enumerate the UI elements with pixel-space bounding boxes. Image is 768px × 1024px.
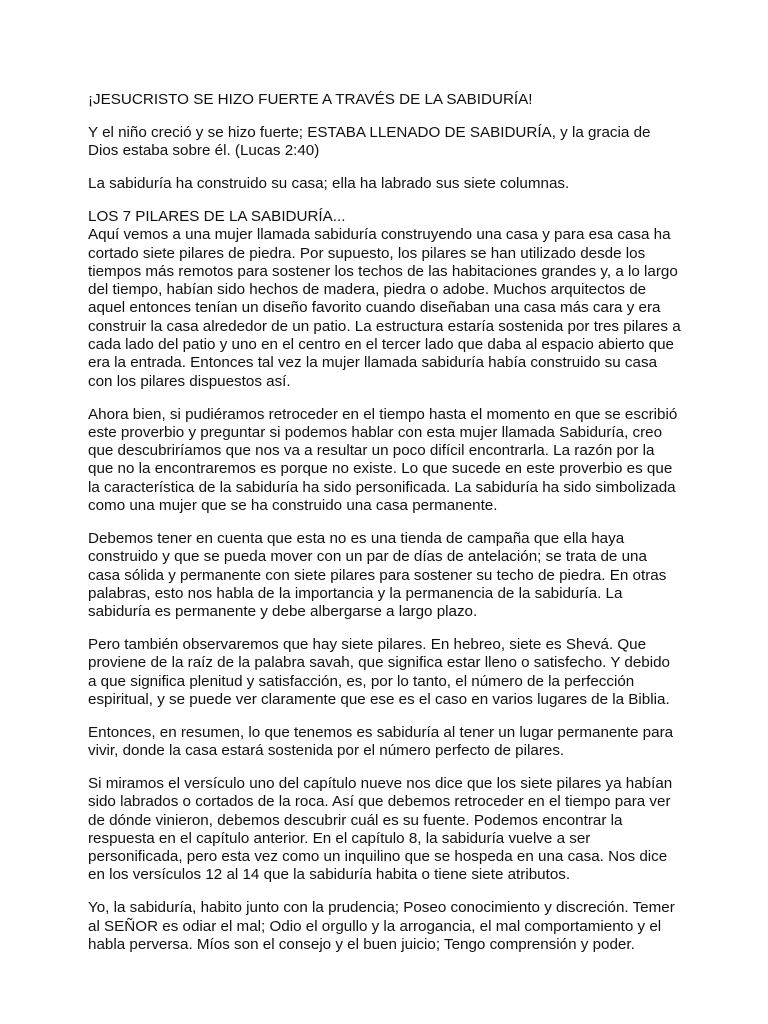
- text-line: Dios estaba sobre él. (Lucas 2:40): [88, 142, 320, 160]
- text-line: construido y que se pueda mover con un par de días de antelación; se trata de una: [88, 548, 647, 566]
- text-line: este proverbio y preguntar si podemos hablar con esta mujer llamada Sabiduría, creo: [88, 423, 663, 441]
- text-line: sabiduría es permanente y debe albergarse a largo plazo.: [88, 603, 478, 621]
- text-line: La sabiduría ha construido su casa; ella ha labrado sus siete columnas.: [88, 175, 570, 193]
- document-page: [88, 91, 698, 969]
- text-line: Pero también observaremos que hay siete pilares. En hebreo, siete es Shevá. Que: [88, 635, 647, 653]
- text-line: Si miramos el versículo uno del capítulo nueve nos dice que los siete pilares ya habían: [88, 774, 673, 792]
- text-line: Entonces, en resumen, lo que tenemos es sabiduría al tener un lugar permanente para: [88, 723, 674, 741]
- text-line: aquel entonces tenían un diseño favorito cuando diseñaban una casa más cara y era: [88, 299, 661, 317]
- text-line: casa sólida y permanente con siete pilares para sostener su techo de piedra. En otras: [88, 566, 667, 584]
- text-line: al SEÑOR es odiar el mal; Odio el orgullo y la arrogancia, el mal comportamiento y el: [88, 917, 662, 935]
- text-line: que descubriríamos que nos va a resultar un poco difícil encontrarla. La razón por la: [88, 442, 655, 460]
- text-line: LOS 7 PILARES DE LA SABIDURÍA...: [88, 207, 346, 225]
- text-line: respuesta en el capítulo anterior. En el capítulo 8, la sabiduría vuelve a ser: [88, 829, 591, 847]
- paragraph: [88, 530, 698, 621]
- text-line: palabras, esto nos habla de la importancia y la permanencia de la sabiduría. La: [88, 584, 623, 602]
- text-line: con los pilares dispuestos así.: [88, 372, 291, 390]
- text-line: Debemos tener en cuenta que esta no es una tienda de campaña que ella haya: [88, 529, 625, 547]
- paragraph: [88, 899, 698, 954]
- text-line: cortado siete pilares de piedra. Por supuesto, los pilares se han utilizado desde los: [88, 244, 646, 262]
- text-line: que no la encontraremos es porque no existe. Lo que sucede en este proverbio es que: [88, 460, 673, 478]
- text-line: sido labrados o cortados de la roca. Así que debemos retroceder en el tiempo para ver: [88, 793, 671, 811]
- paragraph: [88, 208, 698, 391]
- paragraph: [88, 124, 698, 161]
- document-title: [88, 91, 698, 109]
- text-line: tiempos más remotos para sostener los techos de las habitaciones grandes y, a lo largo: [88, 262, 678, 280]
- text-line: Ahora bien, si pudiéramos retroceder en el tiempo hasta el momento en que se escribió: [88, 405, 678, 423]
- text-line: habla perversa. Míos son el consejo y el buen juicio; Tengo comprensión y poder.: [88, 935, 635, 953]
- paragraph: [88, 636, 698, 709]
- text-line: Aquí vemos a una mujer llamada sabiduría construyendo una casa y para esa casa ha: [88, 226, 671, 244]
- text-line: construir la casa alrededor de un patio. La estructura estaría sostenida por tres pilares a: [88, 317, 681, 335]
- text-line: personificada, pero esta vez como un inquilino que se hospeda en una casa. Nos dice: [88, 848, 668, 866]
- text-line: como una mujer que se ha construido una casa permanente.: [88, 497, 498, 515]
- text-line: de dónde vinieron, debemos descubrir cuál es su fuente. Podemos encontrar la: [88, 811, 623, 829]
- paragraph: [88, 775, 698, 885]
- text-line: era la entrada. Entonces tal vez la mujer llamada sabiduría había construido su casa: [88, 354, 658, 372]
- text-line: espiritual, y se puede ver claramente que ese es el caso en varios lugares de la Biblia.: [88, 690, 670, 708]
- text-line: en los versículos 12 al 14 que la sabiduría habita o tiene siete atributos.: [88, 866, 571, 884]
- text-line: la característica de la sabiduría ha sido personificada. La sabiduría ha sido simbolizada: [88, 478, 676, 496]
- text-line: del tiempo, habían sido hechos de madera, piedra o adobe. Muchos arquitectos de: [88, 281, 647, 299]
- text-line: proviene de la raíz de la palabra savah, que significa estar lleno o satisfecho. Y debido: [88, 654, 671, 672]
- paragraph: [88, 724, 698, 761]
- title-line: ¡JESUCRISTO SE HIZO FUERTE A TRAVÉS DE LA SABIDURÍA!: [88, 91, 533, 108]
- paragraph: [88, 406, 698, 516]
- text-line: Yo, la sabiduría, habito junto con la prudencia; Poseo conocimiento y discreción. Temer: [88, 899, 675, 917]
- text-line: vivir, donde la casa estará sostenida por el número perfecto de pilares.: [88, 742, 565, 760]
- paragraph: [88, 175, 698, 193]
- text-line: Y el niño creció y se hizo fuerte; ESTABA LLENADO DE SABIDURÍA, y la gracia de: [88, 123, 651, 141]
- document-body: [88, 124, 698, 954]
- text-line: cada lado del patio y uno en el centro en el tercer lado que daba al espacio abierto que: [88, 336, 674, 354]
- text-line: a que significa plenitud y satisfacción, es, por lo tanto, el número de la perfección: [88, 672, 635, 690]
